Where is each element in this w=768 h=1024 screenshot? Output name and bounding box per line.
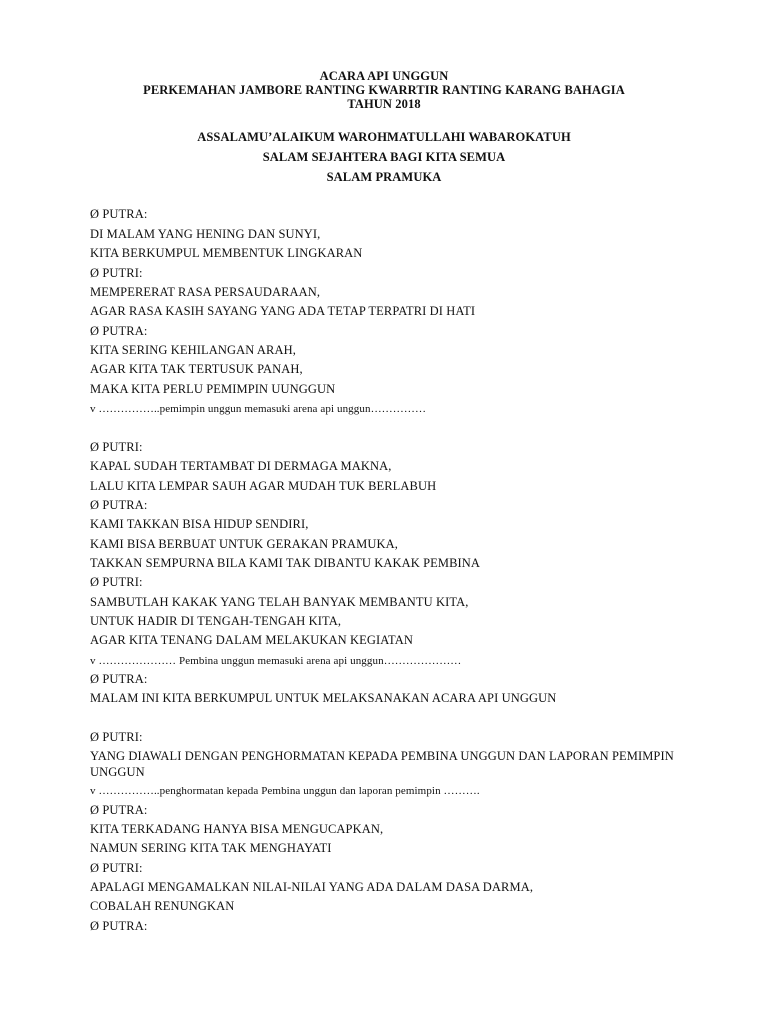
script-line: KITA BERKUMPUL MEMBENTUK LINGKARAN <box>90 246 363 260</box>
speaker-label: Ø PUTRI: <box>90 575 143 589</box>
script-line: MALAM INI KITA BERKUMPUL UNTUK MELAKSANAKAN ACARA API UNGGUN <box>90 691 557 705</box>
script-line: AGAR KITA TENANG DALAM MELAKUKAN KEGIATAN <box>90 633 414 647</box>
script-line: KITA TERKADANG HANYA BISA MENGUCAPKAN, <box>90 822 384 836</box>
speaker-label: Ø PUTRI: <box>90 440 143 454</box>
script-line: LALU KITA LEMPAR SAUH AGAR MUDAH TUK BERLABUH <box>90 479 437 493</box>
script-line: AGAR KITA TAK TERTUSUK PANAH, <box>90 362 303 376</box>
script-line: KAMI BISA BERBUAT UNTUK GERAKAN PRAMUKA, <box>90 537 398 551</box>
speaker-label: Ø PUTRI: <box>90 861 143 875</box>
greeting-salam-pramuka: SALAM PRAMUKA <box>326 170 442 184</box>
speaker-label: Ø PUTRA: <box>90 803 148 817</box>
greeting-assalamualaikum: ASSALAMU’ALAIKUM WAROHMATULLAHI WABAROKATUH <box>197 130 571 144</box>
speaker-label: Ø PUTRA: <box>90 498 148 512</box>
script-line: COBALAH RENUNGKAN <box>90 899 235 913</box>
script-line: TAKKAN SEMPURNA BILA KAMI TAK DIBANTU KAKAK PEMBINA <box>90 556 481 570</box>
speaker-label: Ø PUTRI: <box>90 730 143 744</box>
speaker-label: Ø PUTRI: <box>90 266 143 280</box>
script-line: UNTUK HADIR DI TENGAH-TENGAH KITA, <box>90 614 342 628</box>
script-line: AGAR RASA KASIH SAYANG YANG ADA TETAP TERPATRI DI HATI <box>90 304 476 318</box>
stage-direction: v ……………..pemimpin unggun memasuki arena api unggun…………… <box>90 403 427 415</box>
document-subtitle: PERKEMAHAN JAMBORE RANTING KWARRTIR RANTING KARANG BAHAGIA <box>143 83 625 97</box>
speaker-label: Ø PUTRA: <box>90 207 148 221</box>
stage-direction: v ……………..penghormatan kepada Pembina unggun dan laporan pemimpin ………. <box>90 785 480 797</box>
speaker-label: Ø PUTRA: <box>90 324 148 338</box>
greeting-salam-sejahtera: SALAM SEJAHTERA BAGI KITA SEMUA <box>262 150 506 164</box>
script-line: SAMBUTLAH KAKAK YANG TELAH BANYAK MEMBANTU KITA, <box>90 595 469 609</box>
document-year: TAHUN 2018 <box>347 97 421 111</box>
script-line: MAKA KITA PERLU PEMIMPIN UUNGGUN <box>90 382 336 396</box>
script-line: KAMI TAKKAN BISA HIDUP SENDIRI, <box>90 517 309 531</box>
speaker-label: Ø PUTRA: <box>90 919 148 933</box>
script-line: YANG DIAWALI DENGAN PENGHORMATAN KEPADA PEMBINA UNGGUN DAN LAPORAN PEMIMPIN UNGGUN <box>90 749 674 779</box>
script-line: DI MALAM YANG HENING DAN SUNYI, <box>90 227 321 241</box>
script-line: KAPAL SUDAH TERTAMBAT DI DERMAGA MAKNA, <box>90 459 392 473</box>
script-line: NAMUN SERING KITA TAK MENGHAYATI <box>90 841 332 855</box>
document-title: ACARA API UNGGUN <box>319 69 449 83</box>
stage-direction: v ………………… Pembina unggun memasuki arena api unggun………………… <box>90 655 462 667</box>
script-line: APALAGI MENGAMALKAN NILAI-NILAI YANG ADA DALAM DASA DARMA, <box>90 880 534 894</box>
script-line: KITA SERING KEHILANGAN ARAH, <box>90 343 296 357</box>
speaker-label: Ø PUTRA: <box>90 672 148 686</box>
script-line: MEMPERERAT RASA PERSAUDARAAN, <box>90 285 321 299</box>
